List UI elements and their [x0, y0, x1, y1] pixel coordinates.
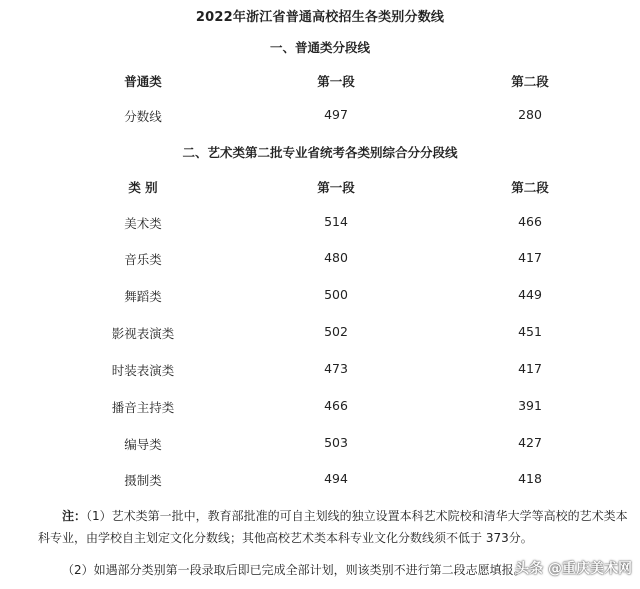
table-row	[0, 250, 640, 270]
second-tier-score: 280	[518, 107, 542, 122]
first-tier-score: 514	[324, 214, 348, 229]
first-tier-score: 473	[324, 361, 348, 376]
first-tier-score: 497	[324, 107, 348, 122]
second-tier-score: 449	[518, 287, 542, 302]
header-category: 普通类	[124, 74, 162, 89]
note-1	[38, 505, 628, 549]
row-label: 音乐类	[124, 252, 162, 267]
section-heading-arts: 二、艺术类第二批专业省统考各类别综合分分段线	[182, 145, 458, 160]
second-tier-score: 451	[518, 324, 542, 339]
table-header-general	[0, 72, 640, 92]
note-label: 注：	[62, 509, 87, 523]
row-label: 摄制类	[124, 473, 162, 488]
second-tier-score: 418	[518, 471, 542, 486]
table-row	[0, 398, 640, 418]
note-2: （2）如遇部分类别第一段录取后即已完成全部计划，则该类别不进行第二段志愿填报。	[62, 563, 526, 577]
second-tier-score: 417	[518, 250, 542, 265]
row-label: 舞蹈类	[124, 289, 162, 304]
watermark	[515, 557, 632, 579]
section-heading-general: 一、普通类分段线	[269, 40, 370, 55]
second-tier-score: 391	[518, 398, 542, 413]
first-tier-score: 494	[324, 471, 348, 486]
row-label: 播音主持类	[111, 400, 175, 415]
first-tier-score: 500	[324, 287, 348, 302]
watermark-text: 头条 @重庆美术网	[515, 561, 632, 577]
header-second-tier: 第二段	[511, 74, 549, 89]
row-label: 美术类	[124, 216, 162, 231]
table-row	[0, 324, 640, 344]
table-row	[0, 214, 640, 234]
table-row	[0, 107, 640, 127]
header-first-tier: 第一段	[317, 74, 355, 89]
header-second-tier: 第二段	[511, 180, 549, 195]
table-row	[0, 435, 640, 455]
header-category: 类 别	[128, 180, 158, 195]
row-label: 分数线	[124, 109, 162, 124]
second-tier-score: 427	[518, 435, 542, 450]
first-tier-score: 503	[324, 435, 348, 450]
row-label: 影视表演类	[111, 326, 175, 341]
row-label: 编导类	[124, 437, 162, 452]
second-tier-score: 417	[518, 361, 542, 376]
note-1-text: （1）艺术类第一批中，教育部批准的可自主划线的独立设置本科艺术院校和清华大学等高校的艺术类本科专业，由学校自主划定文化分数线；其他高校艺术类本科专业文化分数线须不低于 373分。	[38, 509, 628, 545]
header-first-tier: 第一段	[317, 180, 355, 195]
table-row	[0, 471, 640, 491]
row-label: 时装表演类	[111, 363, 175, 378]
first-tier-score: 466	[324, 398, 348, 413]
second-tier-score: 466	[518, 214, 542, 229]
table-row	[0, 361, 640, 381]
first-tier-score: 480	[324, 250, 348, 265]
table-row	[0, 287, 640, 307]
page-title: 2022年浙江省普通高校招生各类别分数线	[195, 10, 445, 25]
first-tier-score: 502	[324, 324, 348, 339]
table-header-arts	[0, 178, 640, 198]
